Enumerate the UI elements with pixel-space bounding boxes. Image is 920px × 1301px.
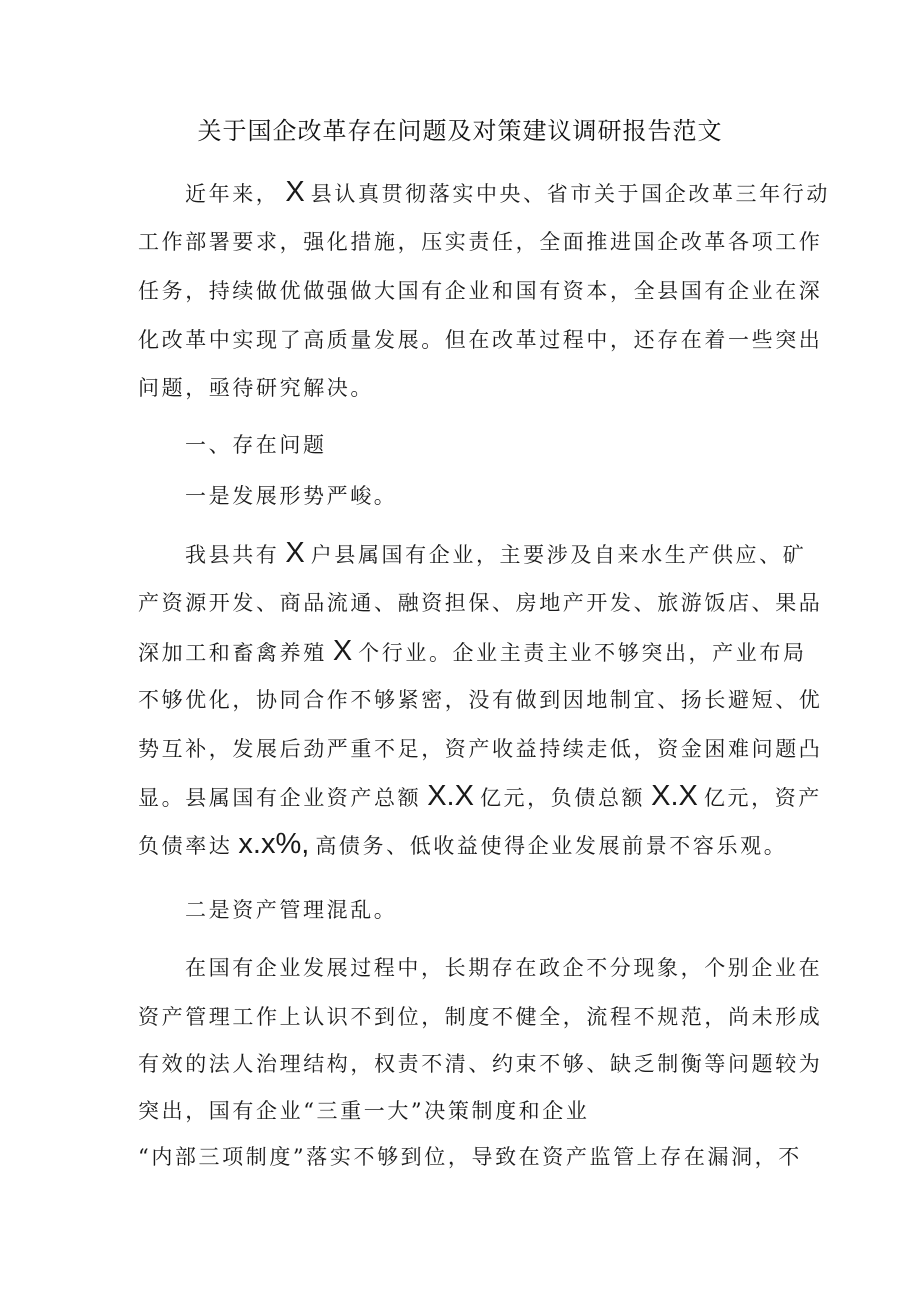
sub2-line-3: 有效的法人治理结构，权责不清、约束不够、缺乏制衡等问题较为 <box>138 1052 823 1076</box>
text-span: 我县共有 <box>185 543 280 567</box>
placeholder-x: X <box>332 635 353 667</box>
sub2-line-2: 资产管理工作上认识不到位，制度不健全，流程不规范，尚未形成 <box>138 1005 823 1029</box>
intro-line-4: 化改革中实现了高质量发展。但在改革过程中，还存在着一些突出 <box>138 328 823 352</box>
text-span: 深加工和畜禽养殖 <box>138 641 327 665</box>
subheading-1: 一是发展形势严峻。 <box>185 484 398 508</box>
placeholder-amount: X.X <box>651 780 698 812</box>
document-title: 关于国企改革存在问题及对策建议调研报告范文 <box>197 117 723 145</box>
placeholder-amount: X.X <box>427 780 474 812</box>
intro-line-2: 工作部署要求，强化措施，压实责任，全面推进国企改革各项工作 <box>138 230 823 254</box>
placeholder-x: X <box>285 176 305 208</box>
sub1-line-7 <box>138 829 787 861</box>
text-span: 户县属国有企业，主要涉及自来水生产供应、矿 <box>310 543 807 567</box>
text-span: 负债率达 <box>138 834 233 858</box>
intro-text: 近年来， <box>185 182 280 206</box>
subheading-2: 二是资产管理混乱。 <box>185 898 398 922</box>
text-span: 个行业。企业主责主业不够突出，产业布局 <box>358 641 807 665</box>
intro-line-1 <box>185 177 830 209</box>
sub2-line-1: 在国有企业发展过程中，长期存在政企不分现象，个别企业在 <box>185 956 823 980</box>
sub2-line-5: “内部三项制度”落实不够到位，导致在资产监管上存在漏洞，不 <box>138 1145 802 1169</box>
sub1-line-1 <box>185 538 806 570</box>
placeholder-x: X <box>285 537 305 569</box>
intro-text: 县认真贯彻落实中央、省市关于国企改革三年行动 <box>310 182 830 206</box>
sub2-line-4: 突出，国有企业“三重一大”决策制度和企业 <box>138 1099 590 1123</box>
text-span: 显。县属国有企业资产总额 <box>138 786 422 810</box>
sub1-line-5: 势互补，发展后劲严重不足，资产收益持续走低，资金困难问题凸 <box>138 737 823 761</box>
intro-line-3: 任务，持续做优做强做大国有企业和国有资本，全县国有企业在深 <box>138 279 823 303</box>
text-span: 亿元，负债总额 <box>479 786 646 810</box>
intro-line-5: 问题，亟待研究解决。 <box>138 376 374 400</box>
placeholder-ratio: x.x%, <box>238 828 310 860</box>
sub1-line-4: 不够优化，协同合作不够紧密，没有做到因地制宜、扬长避短、优 <box>138 688 823 712</box>
sub1-line-6 <box>138 781 822 813</box>
text-span: 高债务、低收益使得企业发展前景不容乐观。 <box>315 834 788 858</box>
section-heading: 一、存在问题 <box>185 433 327 457</box>
sub1-line-2: 产资源开发、商品流通、融资担保、房地产开发、旅游饭店、果品 <box>138 591 823 615</box>
text-span: 亿元，资产 <box>703 786 822 810</box>
sub1-line-3 <box>138 636 807 668</box>
